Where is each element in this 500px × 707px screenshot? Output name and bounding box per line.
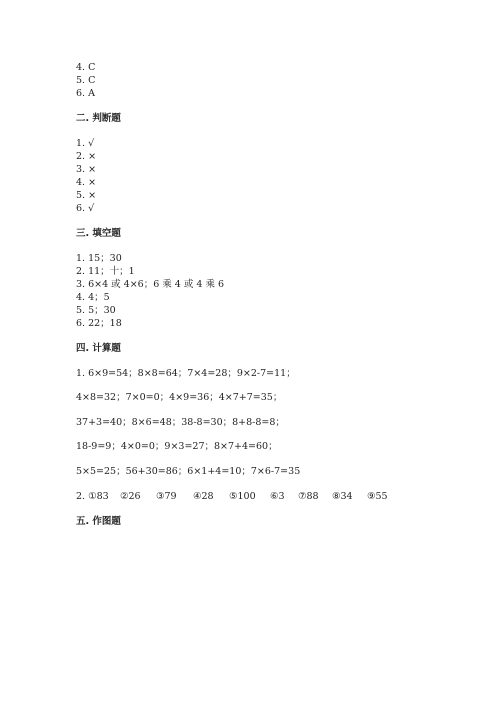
calc-line-3: 37+3=40；8×6=48；38-8=30；8+8-8=8； bbox=[76, 417, 285, 428]
fill-answer-1: 1. 15；30 bbox=[76, 253, 122, 264]
fill-answer-6: 6. 22；18 bbox=[76, 318, 122, 329]
calc-q2-answer-1: 2. ①83 bbox=[76, 491, 109, 502]
section-title-fill-blank: 三. 填空题 bbox=[76, 228, 121, 239]
judgment-answer-6: 6. √ bbox=[76, 203, 95, 214]
calc-q2-answer-5: ⑤100 bbox=[229, 491, 256, 502]
calc-q2-answer-6: ⑥3 bbox=[270, 491, 285, 502]
fill-answer-3: 3. 6×4 或 4×6；6 乘 4 或 4 乘 6 bbox=[76, 279, 225, 290]
calc-q2-answer-8: ⑧34 bbox=[332, 491, 353, 502]
calc-q2-answer-9: ⑨55 bbox=[367, 491, 388, 502]
fill-answer-5: 5. 5；30 bbox=[76, 305, 116, 316]
answer-choice-5: 5. C bbox=[76, 75, 96, 86]
section-title-calculation: 四. 计算题 bbox=[76, 343, 121, 354]
calc-line-5: 5×5=25；56+30=86；6×1+4=10；7×6-7=35 bbox=[76, 466, 301, 477]
calc-q2-answer-3: ③79 bbox=[156, 491, 177, 502]
judgment-answer-3: 3. × bbox=[76, 164, 97, 175]
fill-answer-2: 2. 11；十；1 bbox=[76, 266, 135, 277]
fill-answer-4: 4. 4；5 bbox=[76, 292, 110, 303]
calc-line-2: 4×8=32；7×0=0；4×9=36；4×7+7=35； bbox=[76, 392, 283, 403]
calc-q2-answer-7: ⑦88 bbox=[298, 491, 319, 502]
calc-line-4: 18-9=9；4×0=0；9×3=27；8×7+4=60； bbox=[76, 441, 278, 452]
answer-choice-6: 6. A bbox=[76, 88, 95, 99]
calc-q2-answer-2: ②26 bbox=[120, 491, 141, 502]
judgment-answer-5: 5. × bbox=[76, 190, 97, 201]
judgment-answer-2: 2. × bbox=[76, 151, 97, 162]
judgment-answer-4: 4. × bbox=[76, 177, 97, 188]
answer-choice-4: 4. C bbox=[76, 62, 96, 73]
calc-q2-answer-4: ④28 bbox=[193, 491, 214, 502]
section-title-judgment: 二. 判断题 bbox=[76, 113, 121, 124]
calc-line-1: 1. 6×9=54；8×8=64；7×4=28；9×2-7=11； bbox=[76, 368, 296, 379]
judgment-answer-1: 1. √ bbox=[76, 138, 95, 149]
section-title-drawing: 五. 作图题 bbox=[76, 516, 121, 527]
